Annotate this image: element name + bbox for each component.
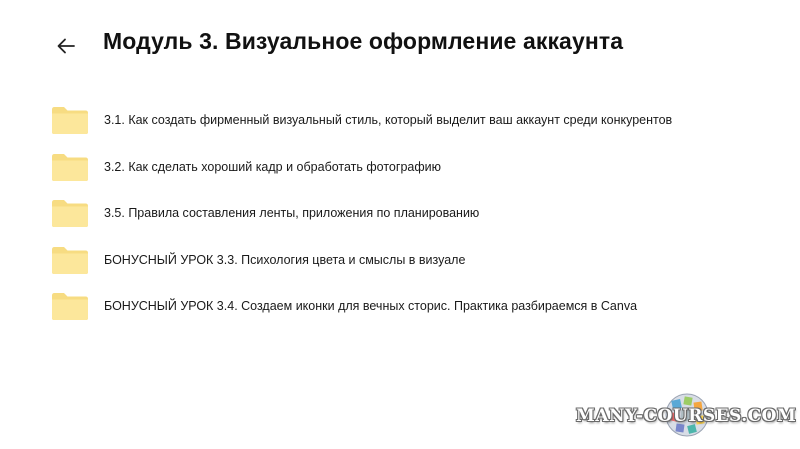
folder-icon: [51, 246, 89, 275]
folder-item[interactable]: [0, 145, 800, 192]
folder-list: [0, 98, 800, 331]
back-button[interactable]: [54, 34, 78, 58]
folder-item[interactable]: [0, 284, 800, 331]
folder-label[interactable]: БОНУСНЫЙ УРОК 3.4. Создаем иконки для вечных сторис. Практика разбираемся в Canva: [104, 299, 638, 313]
page-header: [0, 22, 800, 70]
folder-icon: [51, 199, 89, 228]
folder-item[interactable]: [0, 191, 800, 238]
folder-item[interactable]: [0, 238, 800, 285]
folder-icon: [51, 153, 89, 182]
folder-item[interactable]: [0, 98, 800, 145]
folder-icon: [51, 106, 89, 135]
folder-label[interactable]: БОНУСНЫЙ УРОК 3.3. Психология цвета и смыслы в визуале: [104, 252, 466, 267]
folder-label[interactable]: 3.2. Как сделать хороший кадр и обработать фотографию: [104, 159, 441, 174]
folder-label[interactable]: 3.1. Как создать фирменный визуальный стиль, который выделит ваш аккаунт среди конкурентов: [104, 113, 673, 127]
page-title: Модуль 3. Визуальное оформление аккаунта: [103, 28, 624, 54]
watermark: [576, 392, 797, 442]
arrow-left-icon: [57, 38, 75, 54]
watermark-text: MANY-COURSES.COM: [576, 406, 797, 426]
folder-label[interactable]: 3.5. Правила составления ленты, приложения по планированию: [104, 206, 480, 220]
folder-icon: [51, 292, 89, 321]
